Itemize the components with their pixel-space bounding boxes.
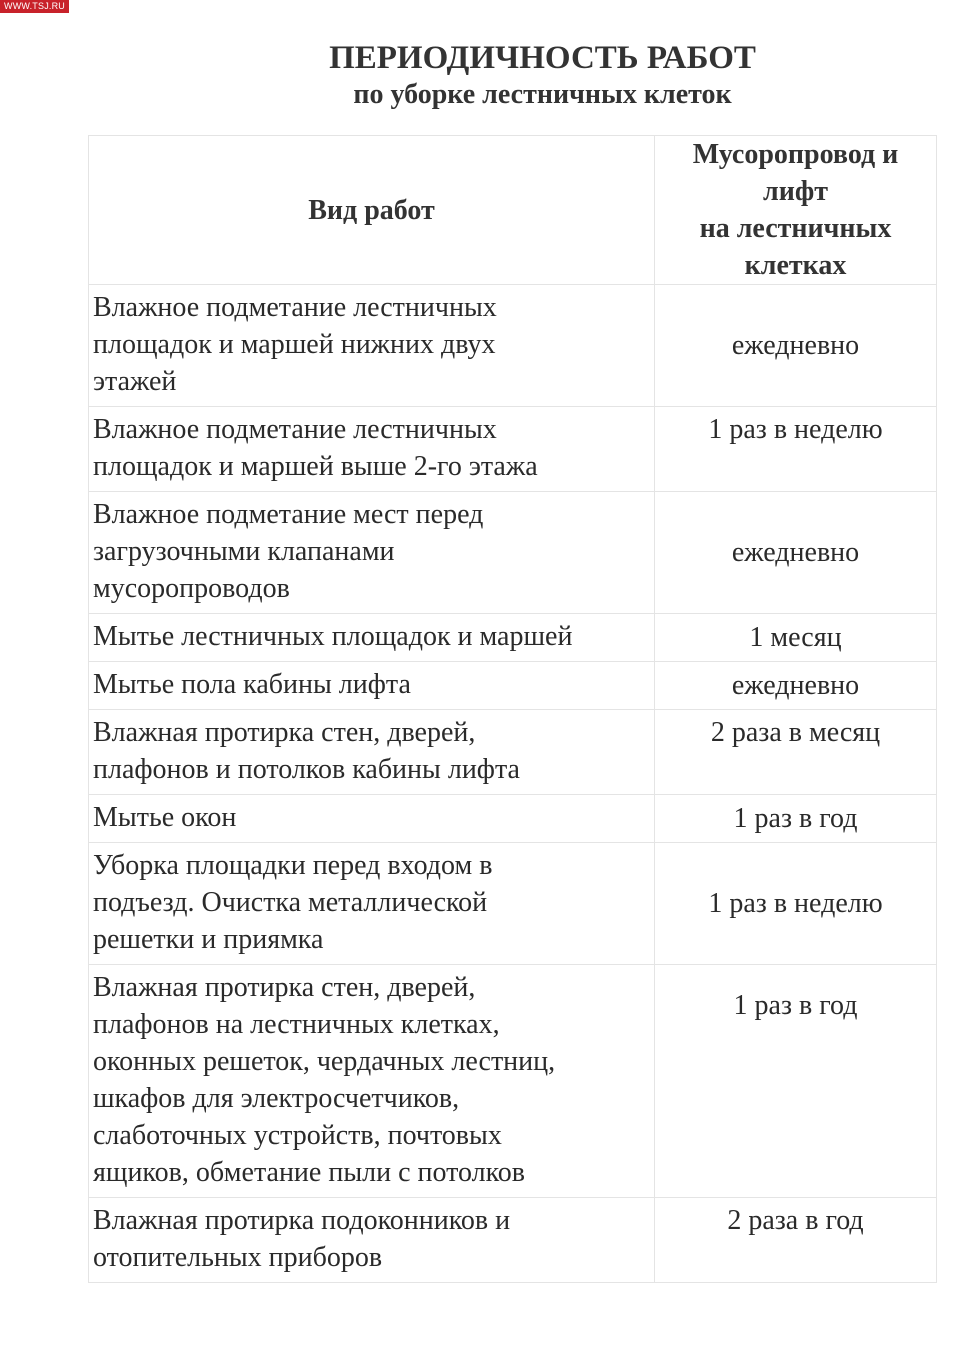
- table-row: [89, 710, 937, 795]
- work-type-cell: [89, 407, 655, 492]
- work-line: площадок и маршей нижних двух: [93, 329, 496, 360]
- work-line: плафонов на лестничных клетках,: [93, 1009, 500, 1040]
- work-line: шкафов для электросчетчиков,: [93, 1083, 460, 1114]
- work-line: плафонов и потолков кабины лифта: [93, 754, 520, 785]
- table-row: [89, 1198, 937, 1283]
- header-work-type-label: Вид работ: [308, 194, 435, 226]
- work-line: мусоропроводов: [93, 573, 290, 604]
- work-line: этажей: [93, 366, 177, 397]
- work-type-cell: [89, 1198, 655, 1283]
- work-line: отопительных приборов: [93, 1242, 383, 1273]
- work-line: Влажная протирка подоконников и: [93, 1205, 511, 1236]
- work-line: Влажное подметание мест перед: [93, 499, 484, 530]
- work-line: оконных решеток, чердачных лестниц,: [93, 1046, 556, 1077]
- frequency-cell: 1 раз в год: [655, 965, 937, 1198]
- header-frequency: [655, 136, 937, 285]
- work-type-cell: [89, 965, 655, 1198]
- schedule-table: [88, 135, 937, 1283]
- work-line: загрузочными клапанами: [93, 536, 395, 567]
- table-row: [89, 614, 937, 662]
- frequency-cell: ежедневно: [655, 492, 937, 614]
- work-line: слаботочных устройств, почтовых: [93, 1120, 502, 1151]
- work-type-cell: [89, 285, 655, 407]
- frequency-cell: 1 месяц: [655, 614, 937, 662]
- table-row: [89, 407, 937, 492]
- work-line: Уборка площадки перед входом в: [93, 850, 493, 881]
- work-line: Влажное подметание лестничных: [93, 292, 497, 323]
- work-line: Мытье лестничных площадок и маршей: [93, 621, 573, 652]
- work-line: подъезд. Очистка металлической: [93, 887, 488, 918]
- header-frequency-line: Мусоропровод и: [692, 139, 899, 170]
- document-title: ПЕРИОДИЧНОСТЬ РАБОТ: [329, 40, 756, 76]
- work-line: Влажная протирка стен, дверей,: [93, 972, 476, 1003]
- work-type-cell: [89, 614, 655, 662]
- work-line: площадок и маршей выше 2-го этажа: [93, 451, 538, 482]
- frequency-cell: 1 раз в год: [655, 795, 937, 843]
- work-line: Мытье пола кабины лифта: [93, 669, 411, 700]
- work-type-cell: [89, 843, 655, 965]
- frequency-cell: 2 раза в месяц: [655, 710, 937, 795]
- watermark-label: WWW.TSJ.RU: [0, 0, 69, 13]
- header-row: [89, 136, 937, 285]
- work-line: решетки и приямка: [93, 924, 324, 955]
- header-work-type: [89, 136, 655, 285]
- work-line: ящиков, обметание пыли с потолков: [93, 1157, 526, 1188]
- document-subtitle: по уборке лестничных клеток: [353, 79, 732, 110]
- work-type-cell: [89, 662, 655, 710]
- work-type-cell: [89, 492, 655, 614]
- header-frequency-line: лифт: [763, 176, 828, 207]
- frequency-cell: ежедневно: [655, 285, 937, 407]
- work-line: Мытье окон: [93, 802, 237, 833]
- frequency-cell: 2 раза в год: [655, 1198, 937, 1283]
- table-row: [89, 843, 937, 965]
- header-frequency-line: на лестничных: [699, 213, 892, 244]
- frequency-cell: ежедневно: [655, 662, 937, 710]
- table-row: [89, 965, 937, 1198]
- header-frequency-line: клетках: [744, 250, 847, 281]
- work-line: Влажное подметание лестничных: [93, 414, 497, 445]
- table-row: [89, 662, 937, 710]
- work-type-cell: [89, 795, 655, 843]
- table-row: [89, 285, 937, 407]
- table-row: [89, 795, 937, 843]
- work-type-cell: [89, 710, 655, 795]
- frequency-cell: 1 раз в неделю: [655, 843, 937, 965]
- frequency-cell: 1 раз в неделю: [655, 407, 937, 492]
- work-line: Влажная протирка стен, дверей,: [93, 717, 476, 748]
- table-row: [89, 492, 937, 614]
